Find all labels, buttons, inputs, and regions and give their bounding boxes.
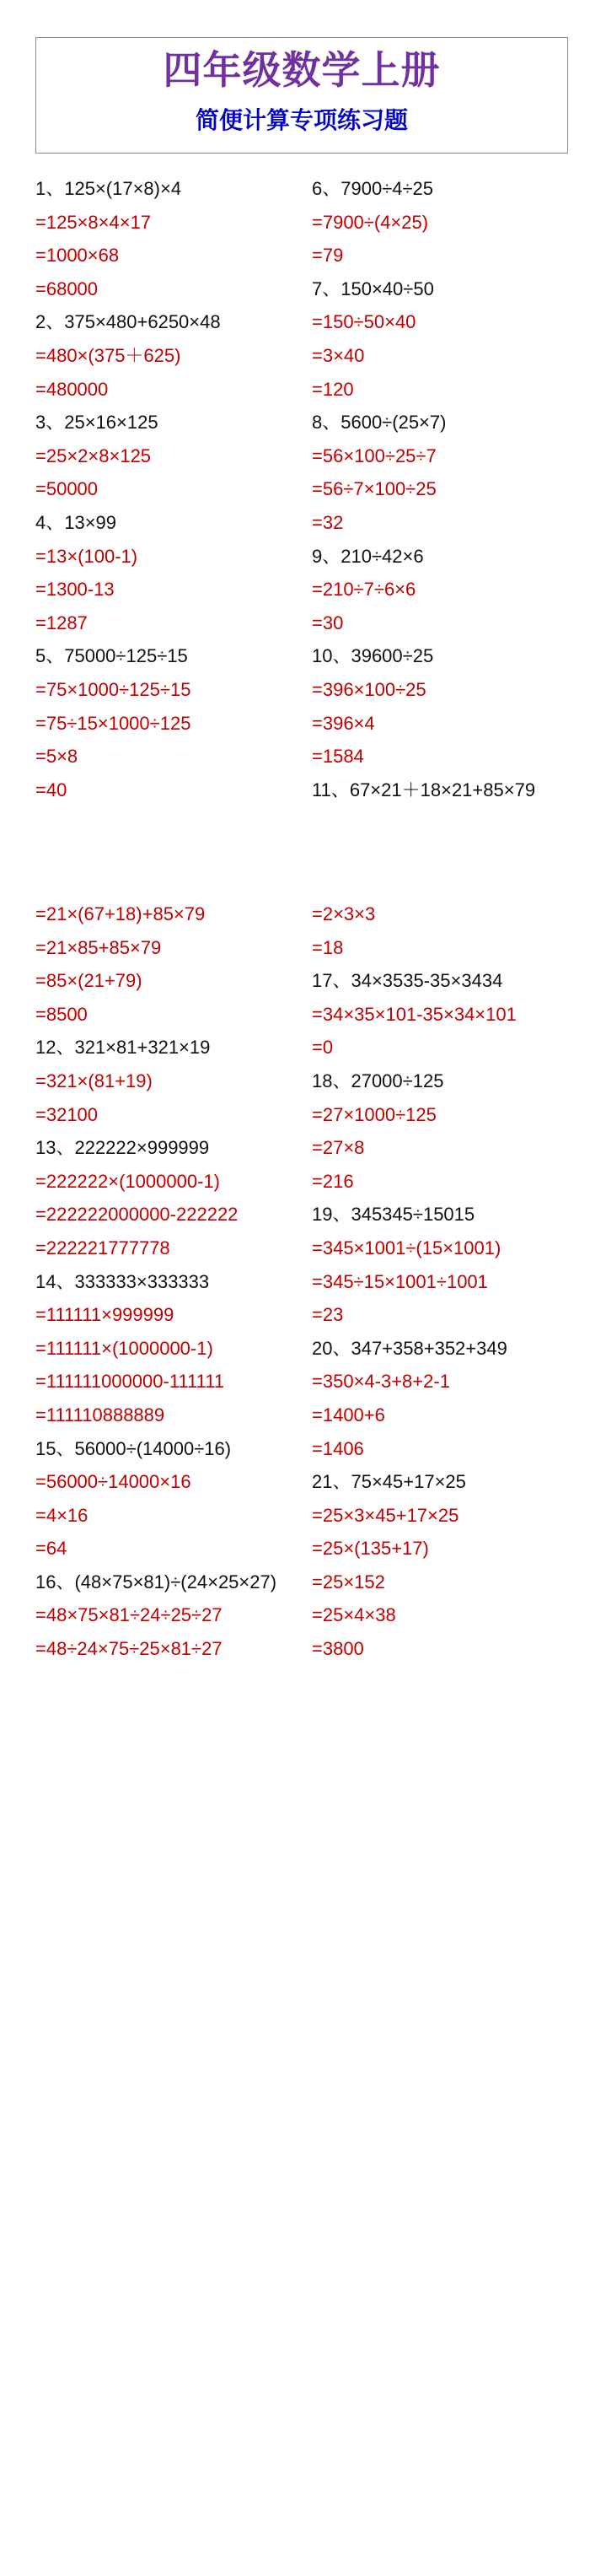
solution-step: =32100	[35, 1103, 99, 1125]
problem-line: 9、210÷42×6	[312, 545, 424, 567]
solution-step: =120	[312, 378, 354, 400]
solution-step: =111110888889	[35, 1404, 165, 1425]
solution-step: =8500	[35, 1003, 88, 1025]
worksheet-column-right-bottom	[312, 897, 582, 1666]
problem-line: 14、333333×333333	[35, 1270, 210, 1292]
solution-step: =480000	[35, 378, 109, 400]
page-title: 四年级数学上册	[163, 47, 441, 93]
title-box	[35, 37, 568, 154]
solution-step: =25×3×45+17×25	[312, 1504, 459, 1526]
problem-line: 21、75×45+17×25	[312, 1471, 466, 1493]
problem-line: 5、75000÷125÷15	[35, 645, 188, 667]
problem-line: 6、7900÷4÷25	[312, 178, 434, 199]
solution-step: =3800	[312, 1638, 364, 1660]
solution-step: =56×100÷25÷7	[312, 445, 437, 466]
solution-step: =1406	[312, 1437, 364, 1459]
solution-step: =25×2×8×125	[35, 445, 152, 466]
page-subtitle: 简便计算专项练习题	[195, 106, 408, 134]
problem-line: 4、13×99	[35, 511, 117, 533]
problem-line: 19、345345÷15015	[312, 1204, 475, 1226]
solution-step: =7900÷(4×25)	[312, 211, 429, 233]
solution-step: =25×152	[312, 1571, 385, 1592]
solution-step: =1400+6	[312, 1404, 385, 1425]
solution-step: =40	[35, 779, 67, 800]
solution-step: =222222000000-222222	[35, 1204, 239, 1226]
solution-step: =30	[312, 612, 344, 633]
solution-step: =222221777778	[35, 1237, 170, 1258]
solution-step: =222222×(1000000-1)	[35, 1170, 220, 1192]
problem-line: 17、34×3535-35×3434	[312, 970, 503, 992]
solution-step: =85×(21+79)	[35, 970, 142, 992]
solution-step: =1287	[35, 612, 88, 633]
solution-step: =111111000000-111111	[35, 1371, 225, 1393]
solution-step: =2×3×3	[312, 903, 376, 924]
solution-step: =125×8×4×17	[35, 211, 152, 233]
problem-line: 15、56000÷(14000÷16)	[35, 1437, 232, 1459]
solution-step: =27×1000÷125	[312, 1103, 437, 1125]
solution-step: =150÷50×40	[312, 311, 416, 333]
problem-line: 8、5600÷(25×7)	[312, 412, 447, 434]
problem-line: 10、39600÷25	[312, 645, 434, 667]
solution-step: =64	[35, 1538, 67, 1560]
solution-step: =350×4-3+8+2-1	[312, 1371, 450, 1393]
solution-step: =1584	[312, 746, 364, 768]
solution-step: =3×40	[312, 344, 365, 366]
problem-line: 12、321×81+321×19	[35, 1037, 211, 1059]
problem-line: 1、125×(17×8)×4	[35, 178, 182, 199]
solution-step: =111111×(1000000-1)	[35, 1337, 213, 1359]
problem-line: 16、(48×75×81)÷(24×25×27)	[35, 1571, 277, 1592]
solution-step: =345÷15×1001÷1001	[312, 1270, 488, 1292]
solution-step: =396×100÷25	[312, 678, 426, 700]
solution-step: =32	[312, 511, 344, 533]
worksheet-column-left-bottom	[35, 897, 305, 1666]
solution-step: =0	[312, 1037, 334, 1059]
solution-step: =23	[312, 1304, 344, 1326]
solution-step: =79	[312, 245, 344, 267]
solution-step: =111111×999999	[35, 1304, 174, 1326]
solution-step: =18	[312, 936, 344, 958]
solution-step: =210÷7÷6×6	[312, 579, 416, 601]
worksheet-column-right-top	[312, 172, 582, 806]
solution-step: =56÷7×100÷25	[312, 478, 437, 500]
solution-step: =216	[312, 1170, 354, 1192]
solution-step: =21×85+85×79	[35, 936, 162, 958]
solution-step: =75×1000÷125÷15	[35, 678, 191, 700]
solution-step: =1000×68	[35, 245, 120, 267]
problem-line: 18、27000÷125	[312, 1070, 444, 1091]
solution-step: =5×8	[35, 746, 78, 768]
solution-step: =4×16	[35, 1504, 88, 1526]
solution-step: =50000	[35, 478, 99, 500]
solution-step: =68000	[35, 278, 99, 299]
solution-step: =480×(375＋625)	[35, 344, 181, 366]
solution-step: =321×(81+19)	[35, 1070, 153, 1091]
solution-step: =48÷24×75÷25×81÷27	[35, 1638, 223, 1660]
solution-step: =396×4	[312, 712, 375, 734]
solution-step: =56000÷14000×16	[35, 1471, 191, 1493]
problem-line: 3、25×16×125	[35, 412, 158, 434]
solution-step: =34×35×101-35×34×101	[312, 1003, 517, 1025]
worksheet-column-left-top	[35, 172, 305, 806]
solution-step: =75÷15×1000÷125	[35, 712, 191, 734]
problem-line: 7、150×40÷50	[312, 278, 434, 299]
solution-step: =25×(135+17)	[312, 1538, 429, 1560]
solution-step: =1300-13	[35, 579, 115, 601]
solution-step: =25×4×38	[312, 1604, 396, 1626]
problem-line: 13、222222×999999	[35, 1137, 210, 1159]
problem-line: 20、347+358+352+349	[312, 1337, 507, 1359]
problem-line: 11、67×21＋18×21+85×79	[312, 779, 536, 800]
solution-step: =27×8	[312, 1137, 365, 1159]
solution-step: =13×(100-1)	[35, 545, 138, 567]
solution-step: =48×75×81÷24÷25÷27	[35, 1604, 223, 1626]
solution-step: =21×(67+18)+85×79	[35, 903, 206, 924]
problem-line: 2、375×480+6250×48	[35, 311, 221, 333]
solution-step: =345×1001÷(15×1001)	[312, 1237, 501, 1258]
